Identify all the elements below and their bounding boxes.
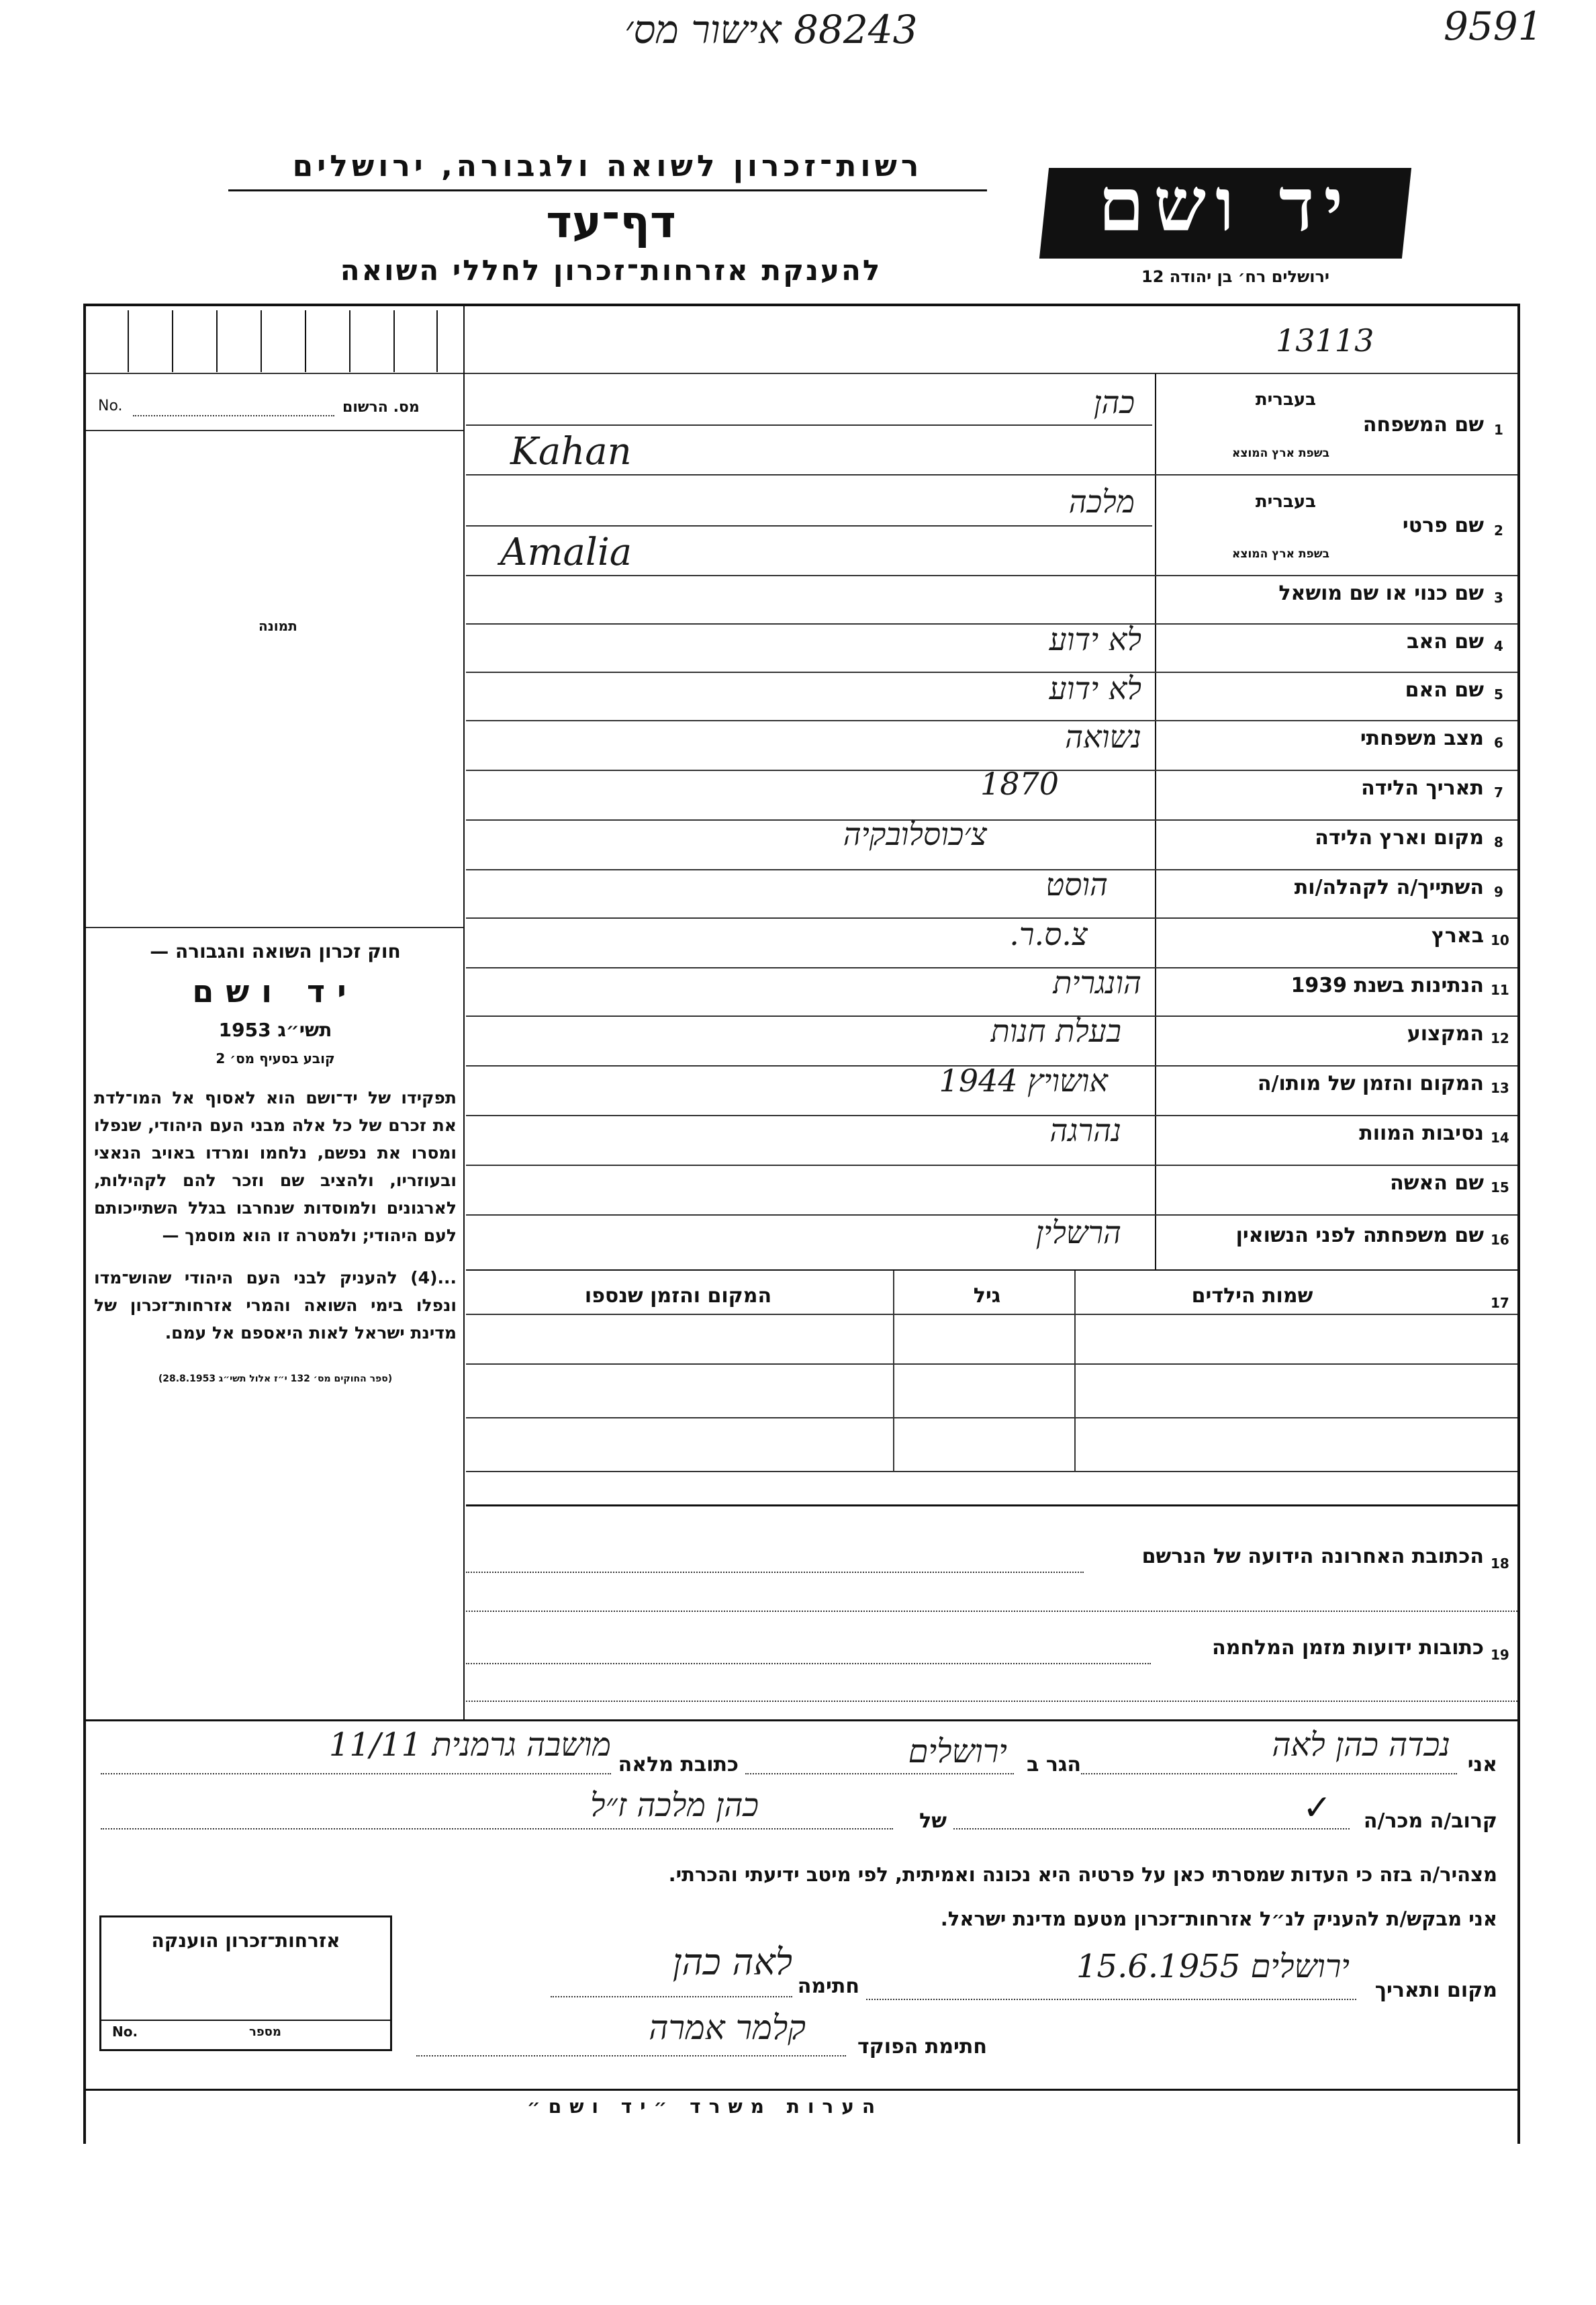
children-age-header: גיל <box>973 1284 1001 1308</box>
full-address: מושבה גרמנית 11/11 <box>328 1726 611 1764</box>
field-8-label: מקום וארץ הלידה <box>1315 826 1484 850</box>
field-8-number: 8 <box>1494 834 1503 850</box>
registration-label: מס. הרשום <box>342 399 420 416</box>
field-16-number: 16 <box>1491 1232 1509 1248</box>
field-7-number: 7 <box>1494 784 1503 801</box>
signature-value: לאה כהן <box>672 1941 792 1983</box>
place-date-value: ירושלים 15.6.1955 <box>1076 1948 1350 1985</box>
law-source: (ספר החוקים מס׳ 132 י״ז אלול תשי״ג 28.8.1953) <box>158 1373 393 1384</box>
declarant-label: אני <box>1467 1753 1497 1776</box>
field-19-number: 19 <box>1491 1647 1509 1663</box>
law-para2: ...(4) להעניק לבני העם היהודי שהוש־מדו ונפלו בימי השואה והמרי אזרחות־זכרון של מדינת ישראל לאות היאספם אל עמם. <box>94 1268 457 1343</box>
marital-status: נשואה <box>1065 719 1141 755</box>
field-6-number: 6 <box>1494 735 1503 751</box>
field-12-number: 12 <box>1491 1030 1509 1046</box>
field-11-label: הנתינות בשנת 1939 <box>1290 974 1484 997</box>
father-name: לא ידוע <box>1049 621 1141 658</box>
place-time-of-death: אושויץ 1944 <box>939 1063 1108 1099</box>
field-19-label: כתובות ידועות מזמן המלחמה <box>1212 1636 1484 1660</box>
citizenship-granted-box <box>99 1915 392 2051</box>
citizenship-1939: הונגרית <box>1053 964 1141 1001</box>
field-13-number: 13 <box>1491 1080 1509 1096</box>
citizenship-box-title: אזרחות־זכרון הוענקה <box>151 1930 340 1952</box>
relation-label: קרוב/ה מכר/ה <box>1363 1809 1497 1833</box>
field-10-number: 10 <box>1491 932 1509 948</box>
field-18-number: 18 <box>1491 1555 1509 1572</box>
children-names-header: שמות הילדים <box>1191 1284 1313 1308</box>
photo-label: תמונה <box>259 618 297 634</box>
field-17-number: 17 <box>1491 1295 1509 1311</box>
mother-name: לא ידוע <box>1049 670 1141 707</box>
field-2-label: שם פרטי <box>1402 514 1484 537</box>
field-9-number: 9 <box>1494 884 1503 900</box>
field-10-label: בארץ <box>1431 924 1484 948</box>
address-label: כתובת מלאה <box>618 1753 739 1776</box>
field-4-label: שם האב <box>1407 630 1484 653</box>
resident-label: הגר ב <box>1027 1753 1081 1776</box>
authority-title: רשות־זכרון לשואה ולגבורה, ירושלים <box>292 149 923 183</box>
field-5-label: שם האם <box>1405 678 1484 702</box>
law-name: יד ושם <box>192 973 359 1009</box>
family-name-origin: Kahan <box>510 430 632 473</box>
family-name-hebrew: כהן <box>1093 384 1135 420</box>
field-2-origin-label: בשפת ארץ המוצא <box>1231 547 1329 561</box>
officer-signature-label: חתימת הפוקד <box>857 2035 987 2059</box>
field-9-label: השתייך/ה לקהלה/ות <box>1294 876 1484 899</box>
field-15-label: שם האשה <box>1390 1171 1484 1195</box>
field-18-label: הכתובת האחרונה הידועה של הנרשם <box>1141 1545 1484 1568</box>
profession: בעלת חנות <box>990 1013 1121 1049</box>
relation-check-mark: ✓ <box>1303 1788 1332 1828</box>
field-1-number: 1 <box>1494 422 1503 438</box>
law-para1: תפקידו של יד־ושם הוא לאסוף אל המו־לדת את זכרם של כל אלה מבני העם היהודי, שנפלו ומסרו את נפשם, נלחמו ומרדו באויב הנאצי ובעוזריו, ולהציב שם וזכר להם לקהילות, לארגונים ולמוסדות שנחרבו בגלל השתייכותם לעם היהודי; ולמטרה זו הוא מוסמך — <box>94 1088 457 1245</box>
field-16-label: שם משפחתה לפני הנשואין <box>1235 1224 1484 1247</box>
first-name-hebrew: מלכה <box>1068 484 1135 520</box>
logo-address: ירושלים רח׳ בן יהודה 12 <box>1141 267 1329 286</box>
field-14-label: נסיבות המוות <box>1359 1122 1484 1145</box>
law-text <box>94 940 457 1384</box>
law-section: קובע בסעיף מס׳ 2 <box>216 1050 335 1067</box>
relation-person: כהן מלכה ז״ל <box>590 1787 759 1824</box>
declarant-name: נכדה כהן לאה <box>1272 1726 1450 1764</box>
maiden-name: הרשלין <box>1035 1214 1121 1251</box>
field-2-hebrew-label: בעברית <box>1255 492 1316 512</box>
community: הוסט <box>1045 866 1108 903</box>
signature-label: חתימה <box>797 1975 859 1998</box>
office-notes-label: הערות משרד ״יד ושם״ <box>526 2095 884 2118</box>
officer-signature-value: קלמר אמרה <box>649 2008 806 2047</box>
birth-place: צ׳כוסלובקיה <box>843 816 987 852</box>
field-11-number: 11 <box>1491 982 1509 998</box>
field-2-number: 2 <box>1494 523 1503 539</box>
field-13-label: המקום והזמן של מותו/ה <box>1257 1072 1484 1095</box>
form-subtitle: להענקת אזרחות־זכרון לחללי השואה <box>340 254 882 287</box>
field-14-number: 14 <box>1491 1130 1509 1146</box>
field-15-number: 15 <box>1491 1179 1509 1195</box>
citizenship-number-label: מספר <box>249 2025 281 2039</box>
death-circumstances: נהרגה <box>1049 1112 1121 1148</box>
birth-date: 1870 <box>980 766 1060 802</box>
field-12-label: המקצוע <box>1407 1022 1484 1046</box>
field-1-origin-label: בשפת ארץ המוצא <box>1231 447 1329 460</box>
field-1-hebrew-label: בעברית <box>1255 390 1316 410</box>
statement-2: אני מבקש/ת להעניק לנ״ל אזרחות־זכרון מטעם מדינת ישראל. <box>940 1907 1497 1930</box>
resident-city: ירושלים <box>908 1733 1007 1770</box>
page-number: 9591 <box>1444 3 1543 49</box>
approval-note: 88243 אישור מס׳ <box>624 7 918 52</box>
first-name-origin: Amalia <box>500 531 632 574</box>
form-title: דף־עד <box>546 196 676 248</box>
field-3-label: שם כנוי או שם מושאל <box>1278 582 1484 605</box>
field-3-number: 3 <box>1494 590 1503 606</box>
citizenship-no-label: No. <box>112 2024 138 2040</box>
field-6-label: מצב משפחתי <box>1360 727 1484 750</box>
no-label: No. <box>98 398 123 414</box>
children-place-header: המקום והזמן שנספו <box>584 1284 772 1308</box>
field-5-number: 5 <box>1494 686 1503 703</box>
serial-number: 13113 <box>1276 322 1374 359</box>
statement-1: מצהיר/ה בזה כי העדות שמסרתי כאן על פרטיה היא נכונה ואמיתית, לפי מיטב ידיעתי והכרתי. <box>668 1863 1497 1886</box>
place-date-label: מקום ותאריך <box>1374 1979 1497 2002</box>
law-title: חוק זכרון השואה והגבורה — <box>150 940 401 962</box>
field-1-label: שם המשפחה <box>1362 413 1484 437</box>
field-4-number: 4 <box>1494 638 1503 654</box>
logo-text: יד ושם <box>1098 161 1353 248</box>
field-7-label: תאריך הלידה <box>1361 776 1484 800</box>
country: צ.ס.ר. <box>1009 916 1088 952</box>
of-label: של <box>919 1809 947 1833</box>
law-year: תשי״ג 1953 <box>218 1019 332 1041</box>
